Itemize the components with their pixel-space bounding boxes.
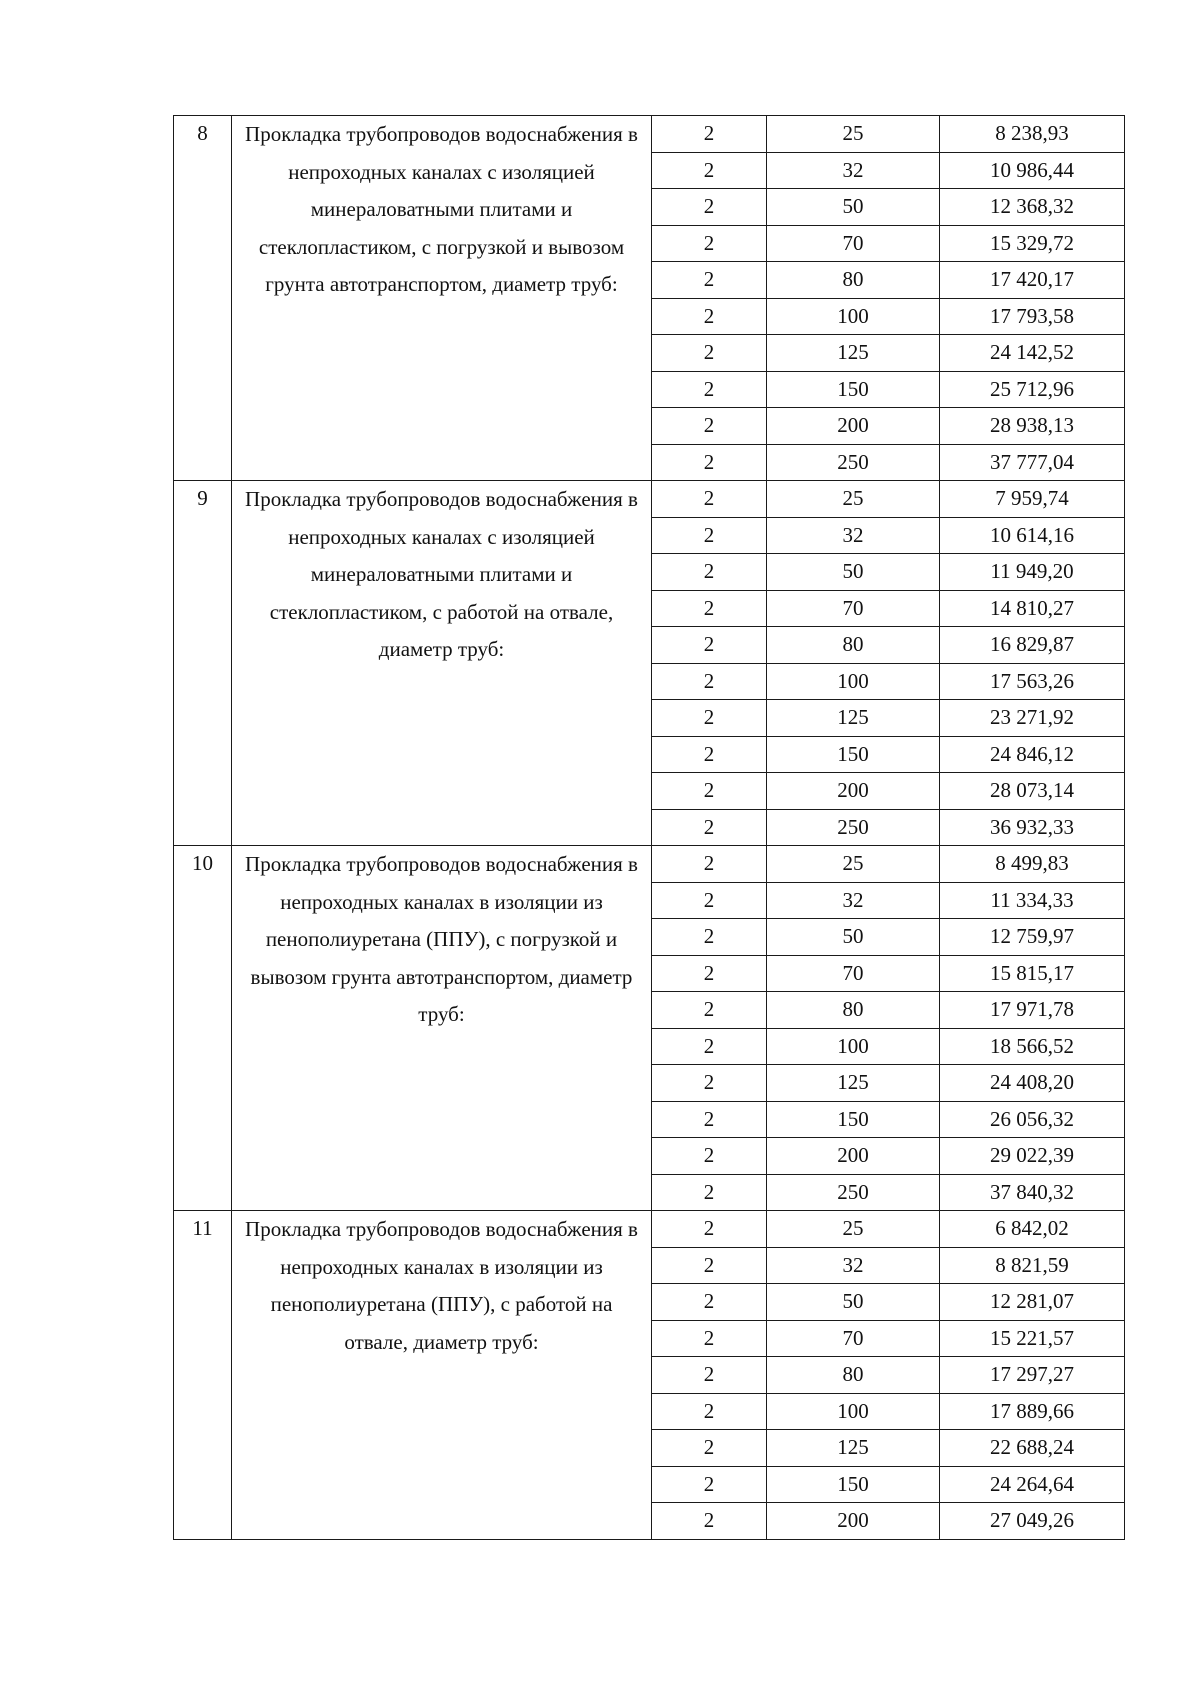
quantity-cell: 2 bbox=[652, 444, 767, 481]
quantity-cell: 2 bbox=[652, 1101, 767, 1138]
quantity-cell: 2 bbox=[652, 773, 767, 810]
quantity-cell: 2 bbox=[652, 1211, 767, 1248]
quantity-cell: 2 bbox=[652, 955, 767, 992]
diameter-cell: 32 bbox=[767, 882, 940, 919]
diameter-cell: 25 bbox=[767, 481, 940, 518]
quantity-cell: 2 bbox=[652, 882, 767, 919]
quantity-cell: 2 bbox=[652, 152, 767, 189]
price-cell: 37 777,04 bbox=[940, 444, 1125, 481]
quantity-cell: 2 bbox=[652, 481, 767, 518]
diameter-cell: 250 bbox=[767, 444, 940, 481]
diameter-cell: 70 bbox=[767, 955, 940, 992]
table-row bbox=[174, 116, 1125, 153]
price-cell: 36 932,33 bbox=[940, 809, 1125, 846]
diameter-cell: 50 bbox=[767, 1284, 940, 1321]
diameter-cell: 200 bbox=[767, 408, 940, 445]
quantity-cell: 2 bbox=[652, 262, 767, 299]
item-number: 9 bbox=[174, 481, 232, 846]
price-cell: 24 408,20 bbox=[940, 1065, 1125, 1102]
diameter-cell: 250 bbox=[767, 1174, 940, 1211]
price-cell: 7 959,74 bbox=[940, 481, 1125, 518]
price-cell: 8 499,83 bbox=[940, 846, 1125, 883]
diameter-cell: 200 bbox=[767, 1138, 940, 1175]
quantity-cell: 2 bbox=[652, 189, 767, 226]
item-description: Прокладка трубопроводов водоснабжения в непроходных каналах в изоляции из пенополиуретана (ППУ), с работой на отвале, диаметр труб: bbox=[232, 1211, 652, 1540]
price-cell: 27 049,26 bbox=[940, 1503, 1125, 1540]
quantity-cell: 2 bbox=[652, 517, 767, 554]
item-number: 8 bbox=[174, 116, 232, 481]
price-cell: 15 221,57 bbox=[940, 1320, 1125, 1357]
quantity-cell: 2 bbox=[652, 1247, 767, 1284]
quantity-cell: 2 bbox=[652, 919, 767, 956]
diameter-cell: 70 bbox=[767, 590, 940, 627]
price-cell: 16 829,87 bbox=[940, 627, 1125, 664]
price-table bbox=[173, 115, 1125, 1540]
price-cell: 12 281,07 bbox=[940, 1284, 1125, 1321]
diameter-cell: 70 bbox=[767, 1320, 940, 1357]
quantity-cell: 2 bbox=[652, 1320, 767, 1357]
quantity-cell: 2 bbox=[652, 663, 767, 700]
price-cell: 10 614,16 bbox=[940, 517, 1125, 554]
table-row bbox=[174, 481, 1125, 518]
price-cell: 24 846,12 bbox=[940, 736, 1125, 773]
diameter-cell: 80 bbox=[767, 262, 940, 299]
quantity-cell: 2 bbox=[652, 1284, 767, 1321]
price-cell: 11 334,33 bbox=[940, 882, 1125, 919]
item-description: Прокладка трубопроводов водоснабжения в непроходных каналах с изоляцией минераловатными плитами и стеклопластиком, с работой на отвале, диаметр труб: bbox=[232, 481, 652, 846]
diameter-cell: 32 bbox=[767, 152, 940, 189]
table-row bbox=[174, 846, 1125, 883]
diameter-cell: 80 bbox=[767, 1357, 940, 1394]
price-cell: 8 821,59 bbox=[940, 1247, 1125, 1284]
quantity-cell: 2 bbox=[652, 809, 767, 846]
quantity-cell: 2 bbox=[652, 371, 767, 408]
price-cell: 17 563,26 bbox=[940, 663, 1125, 700]
diameter-cell: 100 bbox=[767, 298, 940, 335]
diameter-cell: 150 bbox=[767, 1101, 940, 1138]
quantity-cell: 2 bbox=[652, 1174, 767, 1211]
quantity-cell: 2 bbox=[652, 335, 767, 372]
price-cell: 26 056,32 bbox=[940, 1101, 1125, 1138]
diameter-cell: 100 bbox=[767, 1028, 940, 1065]
item-description: Прокладка трубопроводов водоснабжения в непроходных каналах в изоляции из пенополиуретана (ППУ), с погрузкой и вывозом грунта автотранспортом, диаметр труб: bbox=[232, 846, 652, 1211]
quantity-cell: 2 bbox=[652, 298, 767, 335]
diameter-cell: 25 bbox=[767, 116, 940, 153]
quantity-cell: 2 bbox=[652, 627, 767, 664]
diameter-cell: 125 bbox=[767, 700, 940, 737]
price-cell: 18 566,52 bbox=[940, 1028, 1125, 1065]
quantity-cell: 2 bbox=[652, 700, 767, 737]
diameter-cell: 200 bbox=[767, 773, 940, 810]
quantity-cell: 2 bbox=[652, 1466, 767, 1503]
diameter-cell: 150 bbox=[767, 1466, 940, 1503]
price-cell: 12 368,32 bbox=[940, 189, 1125, 226]
price-cell: 23 271,92 bbox=[940, 700, 1125, 737]
diameter-cell: 70 bbox=[767, 225, 940, 262]
diameter-cell: 150 bbox=[767, 736, 940, 773]
quantity-cell: 2 bbox=[652, 846, 767, 883]
price-cell: 17 297,27 bbox=[940, 1357, 1125, 1394]
price-cell: 28 073,14 bbox=[940, 773, 1125, 810]
price-cell: 12 759,97 bbox=[940, 919, 1125, 956]
quantity-cell: 2 bbox=[652, 225, 767, 262]
diameter-cell: 80 bbox=[767, 627, 940, 664]
price-cell: 37 840,32 bbox=[940, 1174, 1125, 1211]
price-cell: 17 889,66 bbox=[940, 1393, 1125, 1430]
price-cell: 15 329,72 bbox=[940, 225, 1125, 262]
quantity-cell: 2 bbox=[652, 1503, 767, 1540]
quantity-cell: 2 bbox=[652, 408, 767, 445]
price-cell: 28 938,13 bbox=[940, 408, 1125, 445]
price-cell: 24 264,64 bbox=[940, 1466, 1125, 1503]
diameter-cell: 125 bbox=[767, 1430, 940, 1467]
diameter-cell: 200 bbox=[767, 1503, 940, 1540]
quantity-cell: 2 bbox=[652, 1065, 767, 1102]
quantity-cell: 2 bbox=[652, 1357, 767, 1394]
price-table-body bbox=[174, 116, 1125, 1540]
diameter-cell: 250 bbox=[767, 809, 940, 846]
table-row bbox=[174, 1211, 1125, 1248]
price-cell: 17 971,78 bbox=[940, 992, 1125, 1029]
price-cell: 14 810,27 bbox=[940, 590, 1125, 627]
item-description: Прокладка трубопроводов водоснабжения в непроходных каналах с изоляцией минераловатными плитами и стеклопластиком, с погрузкой и вывозом грунта автотранспортом, диаметр труб: bbox=[232, 116, 652, 481]
price-cell: 6 842,02 bbox=[940, 1211, 1125, 1248]
diameter-cell: 125 bbox=[767, 1065, 940, 1102]
diameter-cell: 100 bbox=[767, 1393, 940, 1430]
price-cell: 11 949,20 bbox=[940, 554, 1125, 591]
price-cell: 17 793,58 bbox=[940, 298, 1125, 335]
diameter-cell: 80 bbox=[767, 992, 940, 1029]
item-number: 10 bbox=[174, 846, 232, 1211]
price-cell: 24 142,52 bbox=[940, 335, 1125, 372]
diameter-cell: 125 bbox=[767, 335, 940, 372]
quantity-cell: 2 bbox=[652, 1028, 767, 1065]
price-cell: 22 688,24 bbox=[940, 1430, 1125, 1467]
price-cell: 15 815,17 bbox=[940, 955, 1125, 992]
diameter-cell: 25 bbox=[767, 846, 940, 883]
diameter-cell: 50 bbox=[767, 919, 940, 956]
quantity-cell: 2 bbox=[652, 590, 767, 627]
diameter-cell: 32 bbox=[767, 517, 940, 554]
item-number: 11 bbox=[174, 1211, 232, 1540]
diameter-cell: 50 bbox=[767, 189, 940, 226]
quantity-cell: 2 bbox=[652, 1138, 767, 1175]
quantity-cell: 2 bbox=[652, 116, 767, 153]
price-cell: 25 712,96 bbox=[940, 371, 1125, 408]
diameter-cell: 50 bbox=[767, 554, 940, 591]
diameter-cell: 25 bbox=[767, 1211, 940, 1248]
quantity-cell: 2 bbox=[652, 1393, 767, 1430]
diameter-cell: 150 bbox=[767, 371, 940, 408]
quantity-cell: 2 bbox=[652, 554, 767, 591]
price-cell: 10 986,44 bbox=[940, 152, 1125, 189]
quantity-cell: 2 bbox=[652, 1430, 767, 1467]
quantity-cell: 2 bbox=[652, 736, 767, 773]
diameter-cell: 100 bbox=[767, 663, 940, 700]
price-cell: 17 420,17 bbox=[940, 262, 1125, 299]
price-cell: 29 022,39 bbox=[940, 1138, 1125, 1175]
price-cell: 8 238,93 bbox=[940, 116, 1125, 153]
quantity-cell: 2 bbox=[652, 992, 767, 1029]
diameter-cell: 32 bbox=[767, 1247, 940, 1284]
